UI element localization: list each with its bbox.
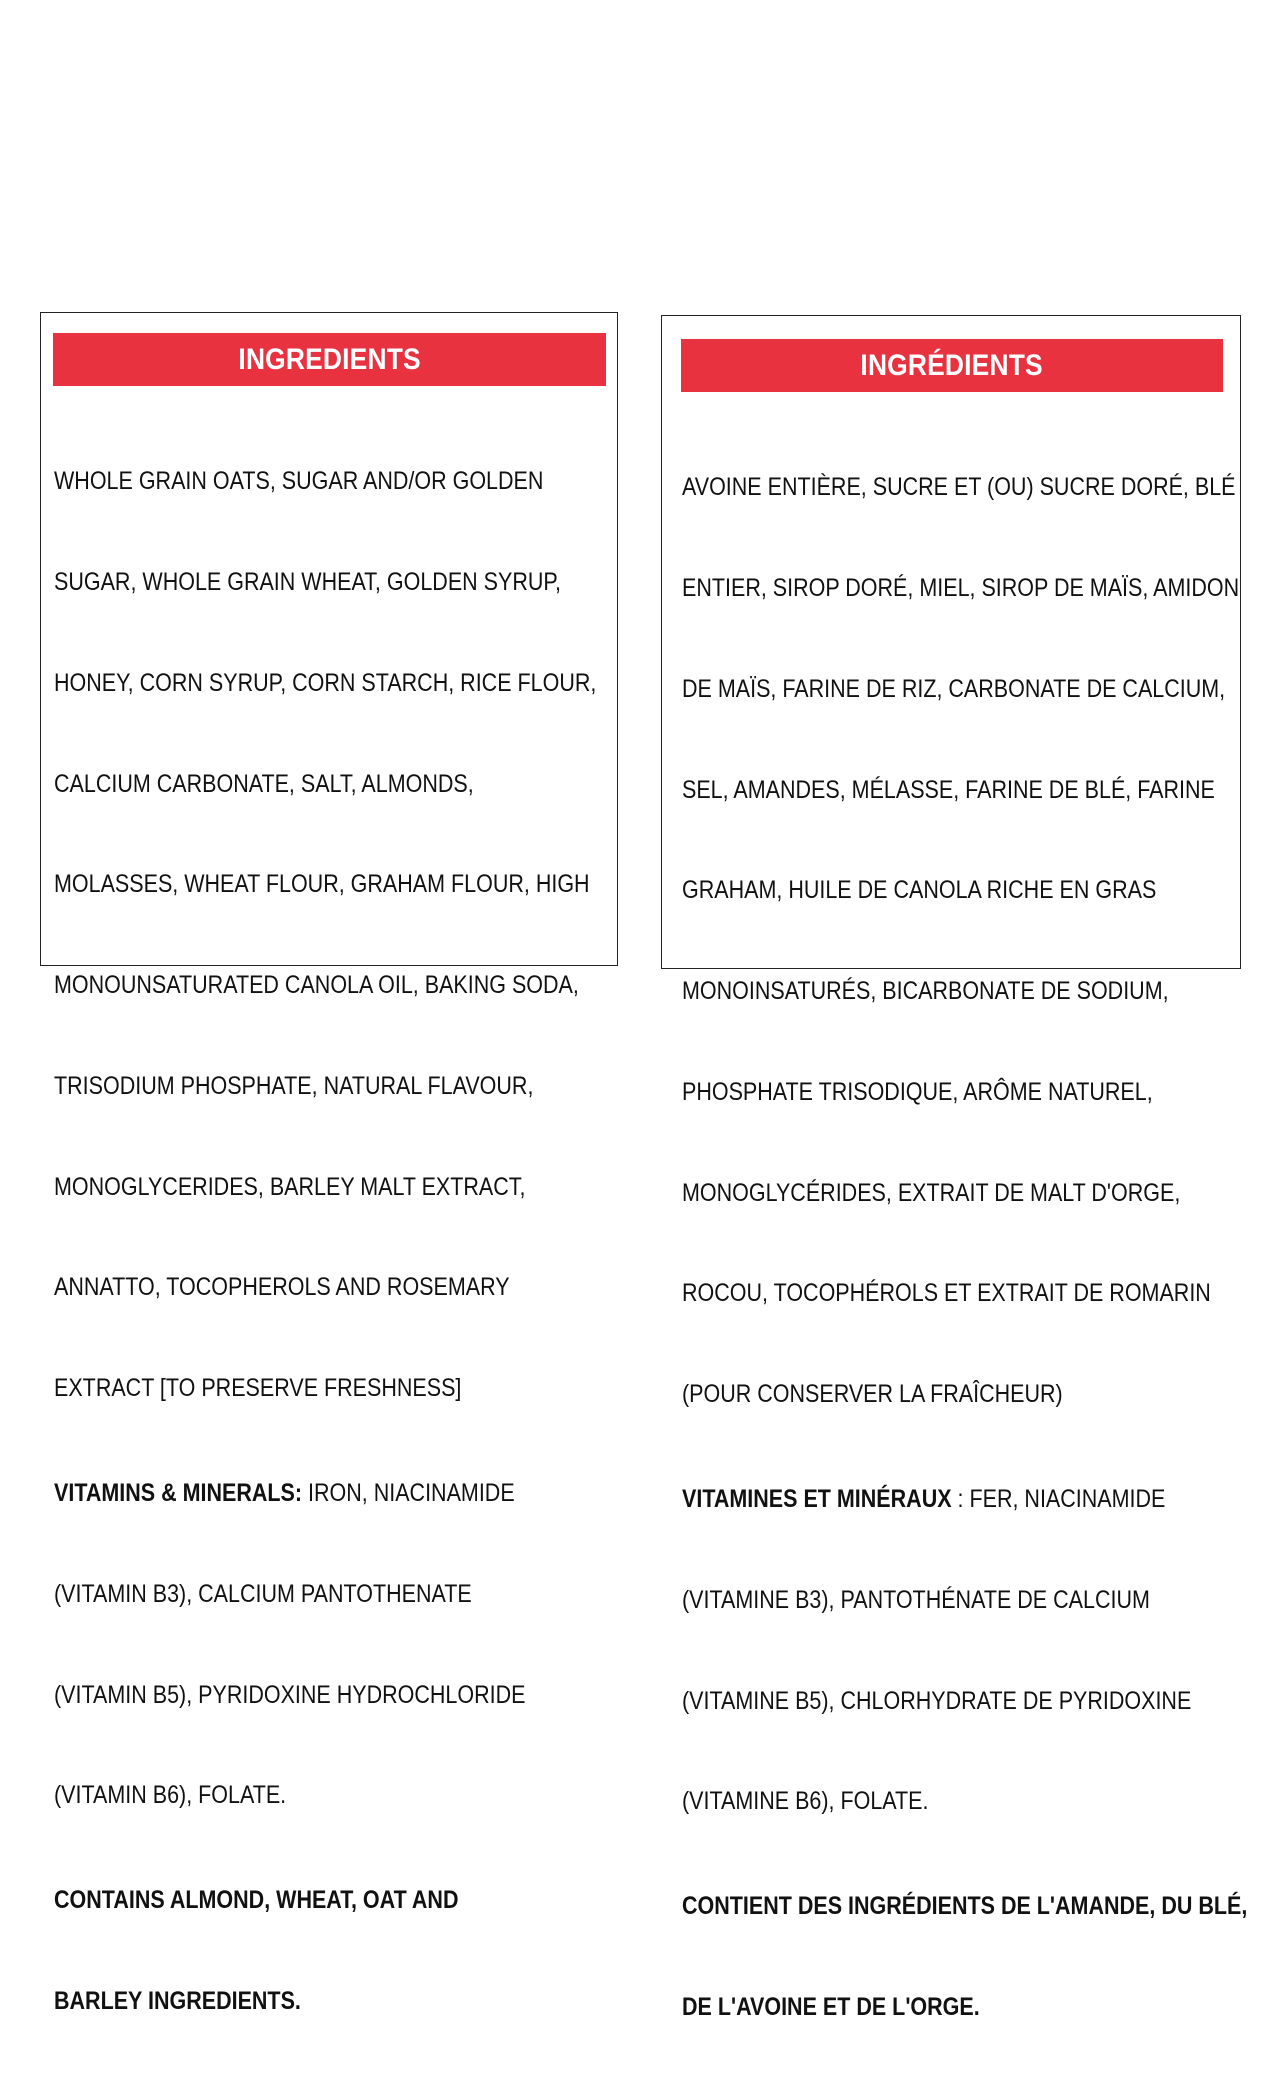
ingredients-text-french (682, 404, 1280, 2092)
ingredient-line: ROCOU, TOCOPHÉROLS ET EXTRAIT DE ROMARIN (682, 1279, 1211, 1308)
vitamins-line: (VITAMINE B3), PANTOTHÉNATE DE CALCIUM (682, 1585, 1150, 1614)
ingredients-text-english (54, 398, 685, 2086)
vitamins-line (682, 1483, 1247, 1517)
ingredients-panel-french (661, 315, 1248, 2021)
ingredient-line: SUGAR, WHOLE GRAIN WHEAT, GOLDEN SYRUP, (54, 567, 561, 596)
allergen-line: BARLEY INGREDIENTS. (54, 1986, 301, 2015)
vitamins-label-french: VITAMINES ET MINÉRAUX (682, 1485, 952, 1513)
ingredients-header-english (53, 333, 606, 386)
ingredient-line: EXTRACT [TO PRESERVE FRESHNESS] (54, 1374, 462, 1403)
vitamins-line: (VITAMINE B5), CHLORHYDRATE DE PYRIDOXINE (682, 1686, 1192, 1715)
vitamins-line (54, 1477, 596, 1511)
ingredient-line: MONOUNSATURATED CANOLA OIL, BAKING SODA, (54, 971, 579, 1000)
ingredient-line: MOLASSES, WHEAT FLOUR, GRAHAM FLOUR, HIGH (54, 870, 590, 899)
ingredient-line: MONOGLYCERIDES, BARLEY MALT EXTRACT, (54, 1172, 526, 1201)
ingredients-header-french (681, 339, 1223, 392)
vitamins-line: (VITAMIN B3), CALCIUM PANTOTHENATE (54, 1579, 472, 1608)
ingredients-panel-english (40, 312, 618, 2015)
ingredient-line: DE MAÏS, FARINE DE RIZ, CARBONATE DE CALCIUM, (682, 674, 1226, 703)
ingredients-title-french: INGRÉDIENTS (860, 348, 1044, 382)
vitamins-first-english: IRON, NIACINAMIDE (302, 1479, 515, 1507)
ingredient-line: HONEY, CORN SYRUP, CORN STARCH, RICE FLOUR, (54, 668, 597, 697)
vitamins-line: (VITAMINE B6), FOLATE. (682, 1787, 929, 1816)
allergen-line: CONTIENT DES INGRÉDIENTS DE L'AMANDE, DU BLÉ, (682, 1892, 1248, 1921)
ingredient-line: ANNATTO, TOCOPHEROLS AND ROSEMARY (54, 1273, 510, 1302)
ingredient-line: MONOGLYCÉRIDES, EXTRAIT DE MALT D'ORGE, (682, 1178, 1181, 1207)
vitamins-line: (VITAMIN B6), FOLATE. (54, 1781, 287, 1810)
ingredient-line: MONOINSATURÉS, BICARBONATE DE SODIUM, (682, 977, 1169, 1006)
ingredient-line: SEL, AMANDES, MÉLASSE, FARINE DE BLÉ, FARINE (682, 775, 1215, 804)
allergen-line: DE L'AVOINE ET DE L'ORGE. (682, 1992, 980, 2021)
vitamins-line: (VITAMIN B5), PYRIDOXINE HYDROCHLORIDE (54, 1680, 526, 1709)
ingredient-line: CALCIUM CARBONATE, SALT, ALMONDS, (54, 769, 474, 798)
ingredient-line: AVOINE ENTIÈRE, SUCRE ET (OU) SUCRE DORÉ, BLÉ (682, 473, 1236, 502)
ingredient-line: GRAHAM, HUILE DE CANOLA RICHE EN GRAS (682, 876, 1157, 905)
vitamins-label-english: VITAMINS & MINERALS: (54, 1479, 303, 1507)
ingredient-line: PHOSPHATE TRISODIQUE, ARÔME NATUREL, (682, 1077, 1153, 1106)
ingredient-line: ENTIER, SIROP DORÉ, MIEL, SIROP DE MAÏS, AMIDON (682, 573, 1240, 602)
vitamins-first-french: : FER, NIACINAMIDE (951, 1485, 1166, 1513)
ingredient-line: (POUR CONSERVER LA FRAÎCHEUR) (682, 1380, 1063, 1409)
ingredient-line: TRISODIUM PHOSPHATE, NATURAL FLAVOUR, (54, 1071, 534, 1100)
ingredients-title-english: INGREDIENTS (238, 342, 421, 376)
allergen-line: CONTAINS ALMOND, WHEAT, OAT AND (54, 1886, 459, 1915)
ingredient-line: WHOLE GRAIN OATS, SUGAR AND/OR GOLDEN (54, 467, 544, 496)
